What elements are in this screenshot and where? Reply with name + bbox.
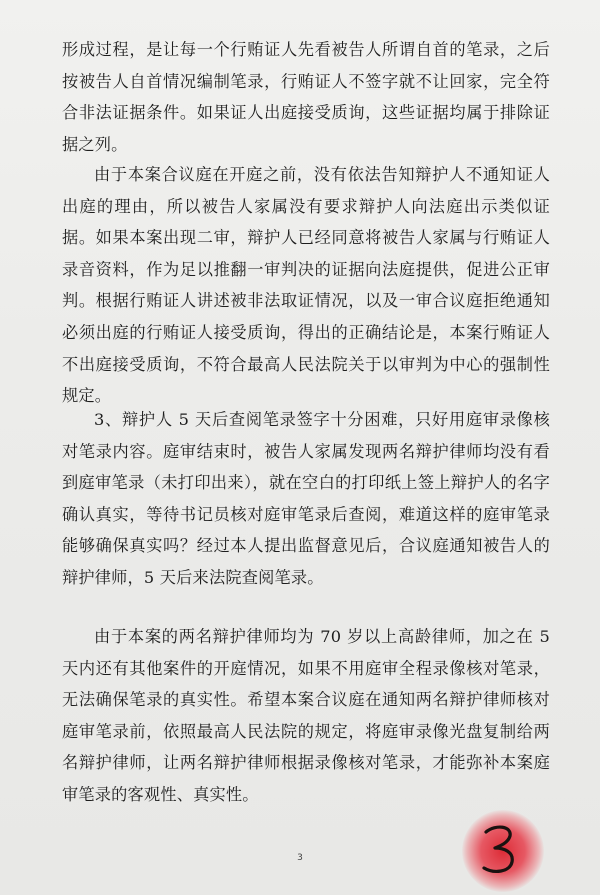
paragraph-illegal-evidence: 形成过程，是让每一个行贿证人先看被告人所谓自首的笔录，之后按被告人自首情况编制笔录，行贿证人不签字就不让回家，完全符合非法证据条件。如果证人出庭接受质询，这些证据均属于排除证据之列。 <box>62 40 550 154</box>
paragraph-witness-not-notified: 由于本案合议庭在开庭之前，没有依法告知辩护人不通知证人出庭的理由，所以被告人家属没有要求辩护人向法庭出示类似证据。如果本案出现二审，辩护人已经同意将被告人家属与行贿证人录音资料，作为足以推翻一审判决的证据向法庭提供，促进公正审判。根据行贿证人讲述被非法取证情况，以及一审合议庭拒绝通知必须出庭的行贿证人接受质询，得出的正确结论是，本案行贿证人不出庭接受质询，不符合最高人民法院关于以审判为中心的强制性规定。 <box>62 165 550 406</box>
paragraph-record-review-difficulty: 3、辩护人 5 天后查阅笔录签字十分困难，只好用庭审录像核对笔录内容。庭审结束时，被告人家属发现两名辩护律师均没有看到庭审笔录（未打印出来），就在空白的打印纸上签上辩护人的名字确认真实，等待书记员核对庭审笔录后查阅，难道这样的庭审笔录能够确保真实吗？经过本人提出监督意见后，合议庭通知被告人的辩护律师，5 天后来法院查阅笔录。 <box>62 410 550 587</box>
page-number: 3 <box>297 853 303 863</box>
red-seal-mark <box>462 810 544 892</box>
handwritten-number-icon <box>462 810 544 892</box>
paragraph-video-verification-request: 由于本案的两名辩护律师均为 70 岁以上高龄律师，加之在 5 天内还有其他案件的开庭情况，如果不用庭审全程录像核对笔录，无法确保笔录的真实性。希望本案合议庭在通知两名辩护律师核对庭审笔录前，依照最高人民法院的规定，将庭审录像光盘复制给两名辩护律师，让两名辩护律师根据录像核对笔录，才能弥补本案庭审笔录的客观性、真实性。 <box>62 627 550 804</box>
